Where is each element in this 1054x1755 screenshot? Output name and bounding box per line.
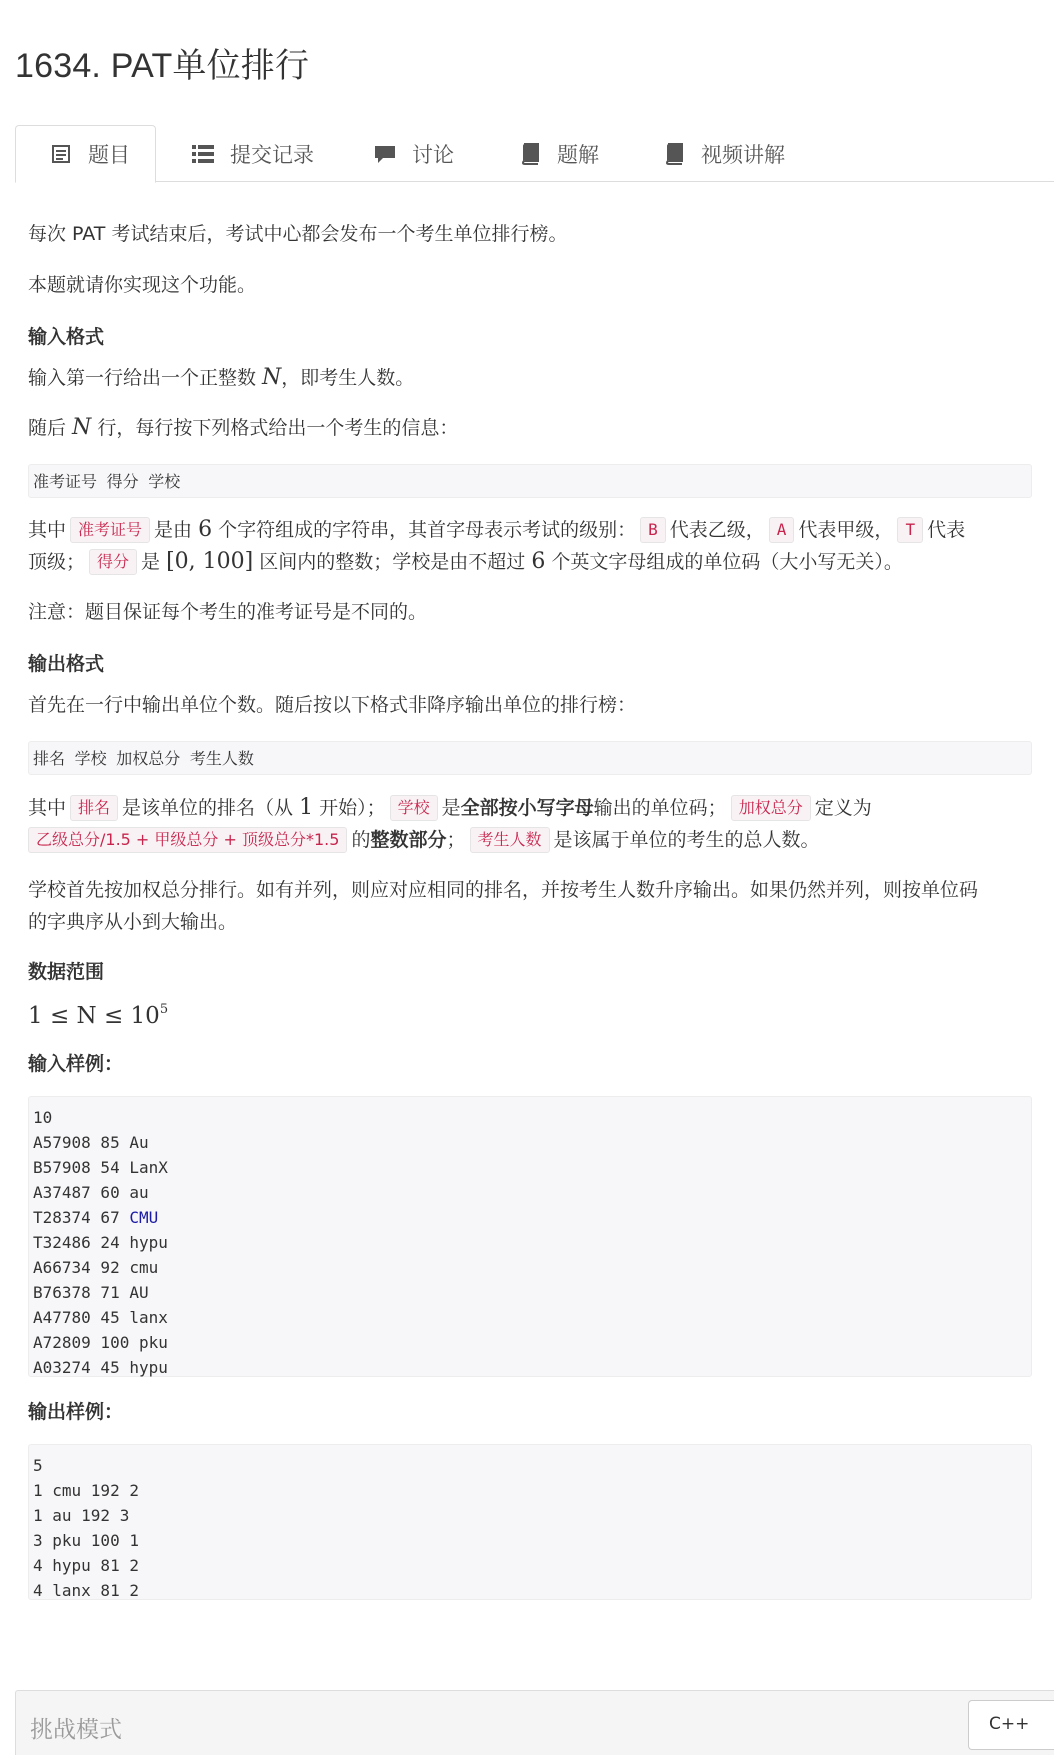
inline-code: B	[640, 517, 666, 543]
code-line: 4 hypu 81 2	[33, 1556, 139, 1575]
tab-submissions[interactable]	[192, 125, 314, 182]
tab-solutions[interactable]	[519, 125, 599, 182]
sample-output-block	[28, 1444, 1032, 1600]
code-line: 1 au 192 3	[33, 1506, 130, 1525]
code-line: B57908 54 LanX	[33, 1158, 168, 1177]
output-format-heading: 输出格式	[28, 653, 105, 675]
tab-label: 视频讲解	[701, 142, 785, 167]
paragraph: 其中 准考证号 是由 6 个字符组成的字符串，其首字母表示考试的级别： B 代表乙级， A 代表甲级， T 代表 顶级； 得分 是 [0, 100] 区间内的整数；学校是由不超过 6 个英文字母组成的单位码（大小写无关）。	[28, 517, 966, 574]
math-var: N	[72, 415, 92, 440]
code-line: 1 cmu 192 2	[33, 1481, 139, 1500]
inline-code: 排名	[70, 795, 118, 821]
paragraph	[28, 362, 1032, 394]
code-line: 5	[33, 1456, 43, 1475]
code-keyword: CMU	[129, 1208, 159, 1227]
code-line: A66734 92 cmu	[33, 1258, 159, 1277]
code-line: 10	[33, 1108, 53, 1127]
editor-bar	[15, 1690, 1054, 1755]
code-line: B76378 71 AU	[33, 1283, 149, 1302]
inline-code: 乙级总分/1.5 + 甲级总分 + 顶级总分*1.5	[28, 827, 347, 853]
paragraph: 其中 排名 是该单位的排名（从 1 开始）； 学校 是全部按小写字母输出的单位码； 加权总分 定义为 乙级总分/1.5 + 甲级总分 + 顶级总分*1.5 的整数部分； 考生人数 是该属于单位的考生的总人数。	[28, 795, 872, 851]
code-line: T32486 24 hypu	[33, 1233, 168, 1252]
code-line: 3 pku 100 1	[33, 1531, 139, 1550]
tab-label: 题目	[88, 143, 130, 167]
text: ，即考生人数。	[281, 367, 415, 389]
sample-output-heading: 输出样例：	[28, 1401, 124, 1423]
math-var: N	[262, 365, 282, 390]
inline-code: 考生人数	[470, 827, 550, 853]
tab-bar	[15, 125, 1054, 182]
list-icon	[192, 143, 214, 165]
book-icon	[663, 143, 685, 165]
language-select[interactable]: C++	[968, 1700, 1054, 1750]
data-range-heading: 数据范围	[28, 961, 105, 983]
inline-code: A	[769, 517, 795, 543]
book-icon	[519, 143, 541, 165]
code-line: A47780 45 lanx	[33, 1308, 168, 1327]
tab-video[interactable]	[663, 125, 785, 182]
code-line: 排名 学校 加权总分 考生人数	[33, 749, 254, 768]
page-title: 1634. PAT单位排行	[15, 47, 310, 85]
paragraph: 学校首先按加权总分排行。如有并列，则应对应相同的排名，并按考生人数升序输出。如果仍然并列，则按单位码 的字典序从小到大输出。	[28, 879, 979, 933]
comment-icon	[374, 143, 396, 165]
input-format-heading: 输入格式	[28, 326, 105, 348]
inline-code: 得分	[89, 549, 137, 575]
inline-code: 学校	[390, 795, 438, 821]
paragraph: 首先在一行中输出单位个数。随后按以下格式非降序输出单位的排行榜：	[28, 694, 637, 716]
inline-code: 准考证号	[70, 517, 150, 543]
paragraph: 每次 PAT 考试结束后，考试中心都会发布一个考生单位排行榜。	[28, 223, 568, 245]
code-line: A57908 85 Au	[33, 1133, 149, 1152]
code-line: A72809 100 pku	[33, 1333, 168, 1352]
range-formula: $1 \le N \le 10^5$	[28, 1002, 169, 1029]
inline-code: 加权总分	[731, 795, 811, 821]
inline-code: T	[897, 517, 923, 543]
challenge-mode-label[interactable]: 挑战模式	[30, 1717, 122, 1743]
code-line: A03274 45 hypu	[33, 1358, 168, 1377]
document-icon	[50, 143, 72, 165]
text: 随后	[28, 417, 73, 439]
tab-problem[interactable]	[15, 125, 156, 183]
paragraph	[28, 412, 1032, 444]
tab-label: 提交记录	[230, 142, 314, 167]
text: 行，每行按下列格式给出一个考生的信息：	[91, 417, 459, 439]
output-format-code-block	[28, 741, 1032, 775]
paragraph: 注意：题目保证每个考生的准考证号是不同的。	[28, 601, 428, 623]
sample-input-heading: 输入样例：	[28, 1053, 124, 1075]
text: 输入第一行给出一个正整数	[28, 367, 263, 389]
paragraph: 本题就请你实现这个功能。	[28, 274, 257, 296]
code-line: A37487 60 au	[33, 1183, 149, 1202]
sample-input-block	[28, 1096, 1032, 1377]
tab-label: 题解	[557, 142, 599, 167]
tab-label: 讨论	[412, 142, 454, 167]
code-line: T28374 67 CMU	[33, 1208, 159, 1227]
code-line: 准考证号 得分 学校	[33, 472, 181, 491]
tab-discussion[interactable]	[374, 125, 454, 182]
input-format-code-block	[28, 464, 1032, 498]
code-line: 4 lanx 81 2	[33, 1581, 139, 1600]
